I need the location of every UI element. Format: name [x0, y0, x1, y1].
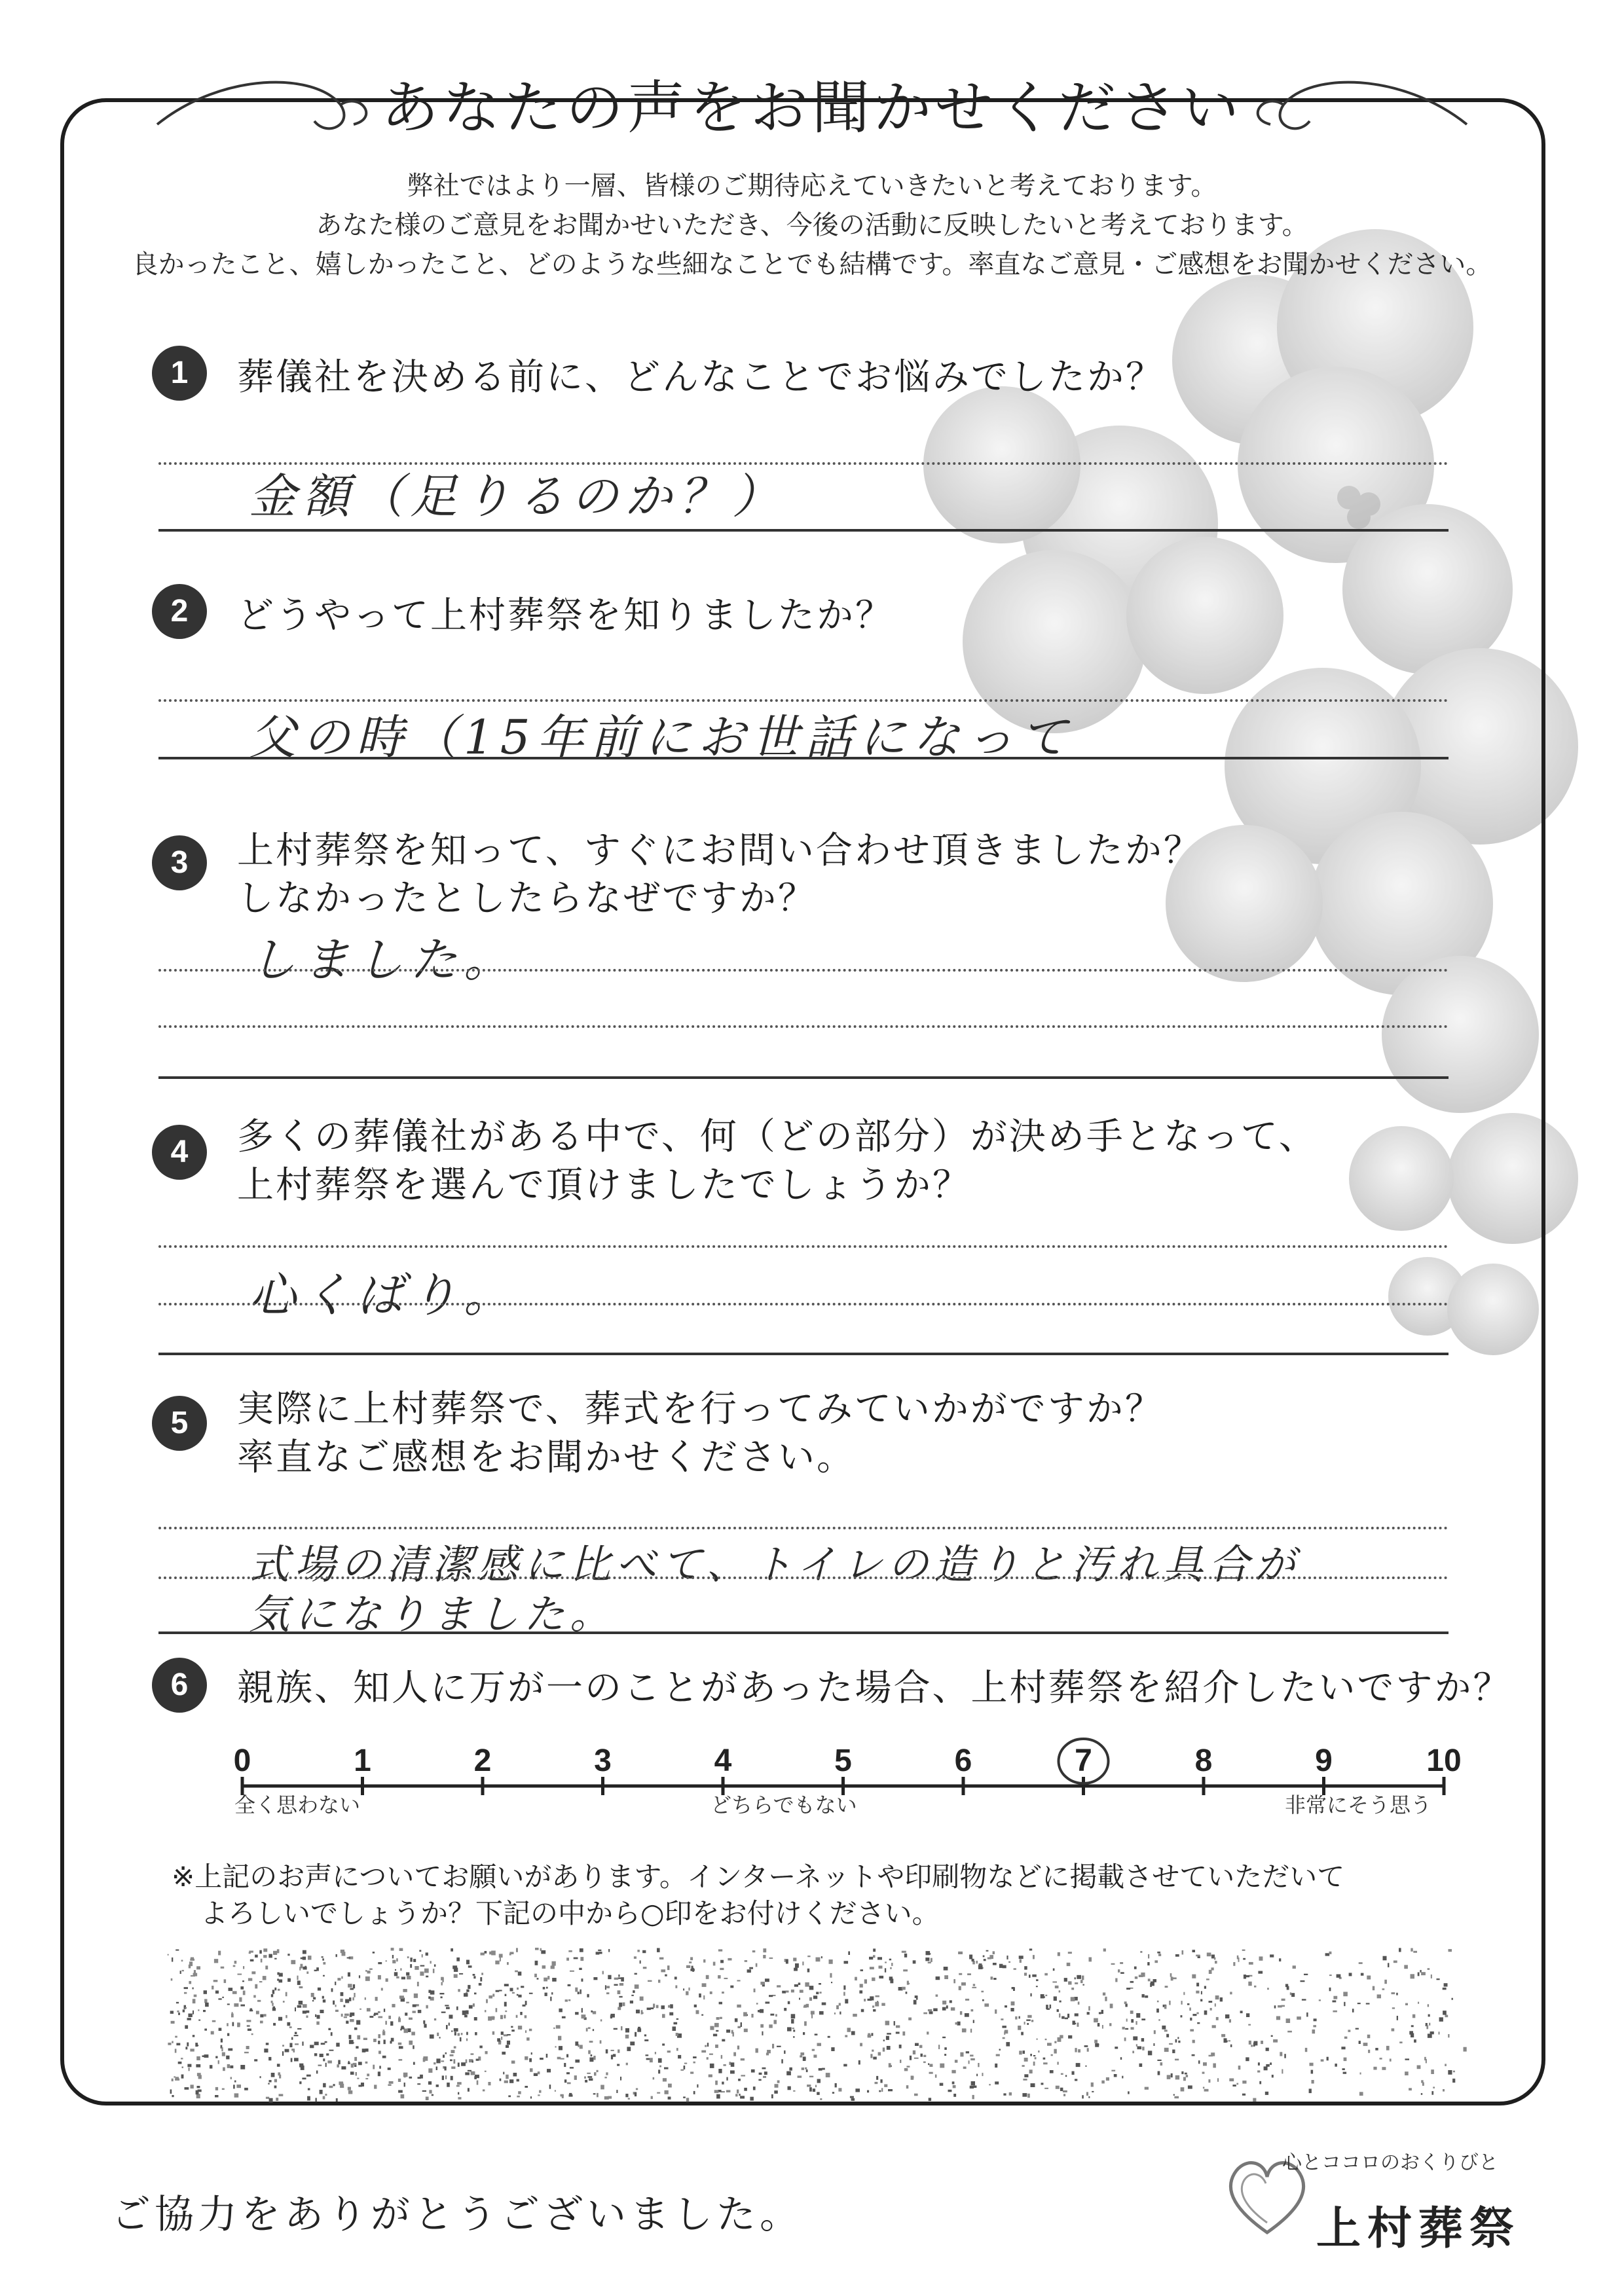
redacted-area [167, 1948, 1464, 2098]
answer-line [158, 969, 1449, 972]
question-number-badge: 4 [152, 1125, 207, 1180]
question-text: 葬儀社を決める前に、どんなことでお悩みでしたか？ [237, 356, 1164, 399]
answer-line [158, 529, 1449, 532]
intro-line: 弊社ではより一層、皆様のご期待応えていきたいと考えております。 [407, 171, 1217, 201]
redaction-speckle [168, 1948, 1467, 2102]
handwritten-answer: 式場の清潔感に比べて、トイレの造りと汚れ具合が [249, 1540, 1301, 1588]
thanks-message: ご協力をありがとうございました。 [111, 2192, 803, 2238]
handwritten-answer: 父の時（15年前にお世話になって [249, 710, 1074, 765]
question-text: 親族、知人に万が一のことがあった場合、上村葬祭を紹介したいですか？ [237, 1667, 1512, 1709]
question-text: 率直なご感想をお聞かせください。 [237, 1436, 855, 1479]
answer-line [158, 462, 1449, 465]
scale-tick-label[interactable]: 8 [1194, 1743, 1213, 1778]
scale-tick-label[interactable]: 7 [1075, 1743, 1092, 1778]
scale-tick-label[interactable]: 6 [954, 1743, 972, 1778]
answer-line [158, 1527, 1449, 1529]
scale-tick-label[interactable]: 3 [594, 1743, 612, 1778]
question-text: 実際に上村葬祭で、葬式を行ってみていかがですか？ [237, 1388, 1164, 1430]
handwritten-answer: しました。 [249, 932, 518, 987]
answer-line [158, 1303, 1449, 1305]
question-number-badge: 3 [152, 835, 207, 890]
scale-label-mid: どちらでもない [710, 1793, 857, 1817]
scale-tick-label[interactable]: 10 [1426, 1743, 1462, 1778]
handwritten-answer: 気になりました。 [249, 1590, 616, 1638]
question-text: しなかったとしたらなぜですか？ [237, 877, 817, 920]
scale-tick-label[interactable]: 9 [1315, 1743, 1333, 1778]
question-text: 多くの葬儀社がある中で、何（どの部分）が決め手となって、 [237, 1116, 1318, 1158]
question-number-badge: 5 [152, 1396, 207, 1451]
answer-line [158, 1245, 1449, 1248]
scale-label-high: 非常にそう思う [1285, 1793, 1432, 1817]
intro-line: 良かったこと、嬉しかったこと、どのような些細なことでも結構です。率直なご意見・ご感想をお聞かせください。 [132, 249, 1492, 280]
answer-line [158, 1576, 1449, 1579]
scale-tick-label[interactable]: 1 [354, 1743, 371, 1778]
notice-text: よろしいでしょうか？下記の中から○印をお付けください。 [200, 1897, 940, 1929]
answer-line [158, 1353, 1449, 1355]
question-text: 上村葬祭を知って、すぐにお問い合わせ頂きましたか？ [237, 829, 1202, 872]
company-logo-name: 上村葬祭 [1316, 2203, 1521, 2255]
handwritten-answer: 金額（足りるのか？） [249, 469, 786, 524]
question-text: どうやって上村葬祭を知りましたか？ [237, 594, 894, 637]
notice-text: ※上記のお声についてお願いがあります。インターネットや印刷物などに掲載させていただいて [172, 1861, 1345, 1893]
scale-tick-label[interactable]: 4 [714, 1743, 732, 1778]
answer-line [158, 1076, 1449, 1079]
scale-tick-label[interactable]: 0 [233, 1743, 251, 1778]
scale-tick-label[interactable]: 2 [473, 1743, 492, 1778]
handwritten-answer: 心くばり。 [249, 1267, 518, 1322]
answer-line [158, 757, 1449, 759]
question-number-badge: 2 [152, 584, 207, 639]
question-number-badge: 6 [152, 1658, 207, 1713]
answer-line [158, 1631, 1449, 1634]
intro-line: あなた様のご意見をお聞かせいただき、今後の活動に反映したいと考えております。 [316, 210, 1308, 240]
scale-tick-label[interactable]: 5 [834, 1743, 852, 1778]
question-number-badge: 1 [152, 346, 207, 401]
scale-label-low: 全く思わない [234, 1793, 361, 1817]
question-text: 上村葬祭を選んで頂けましたでしょうか？ [237, 1164, 971, 1207]
answer-line [158, 1025, 1449, 1028]
answer-line [158, 699, 1449, 702]
survey-title: あなたの声をお聞かせください [380, 74, 1243, 141]
logo-tagline: 心とココロのおくりびと [1282, 2151, 1498, 2174]
